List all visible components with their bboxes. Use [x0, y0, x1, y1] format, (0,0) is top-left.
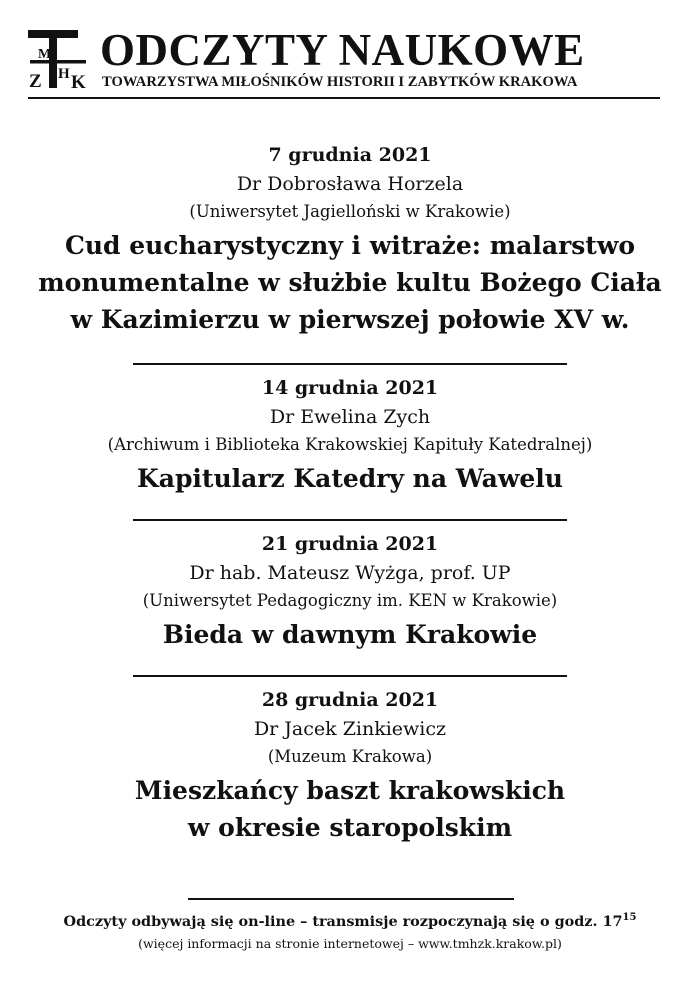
lecture-date: 28 grudnia 2021 [261, 689, 439, 711]
logo-letter-k: K [71, 72, 86, 90]
logo-letter-h: H [58, 66, 70, 82]
footer-schedule-text: Odczyty odbywają się on-line – transmisje rozpoczynają się o godz. 17 [63, 913, 623, 930]
lecture-title [0, 616, 700, 653]
lecture-item [0, 521, 700, 675]
header [28, 26, 660, 96]
lecture-title-line: w okresie staropolskim [187, 813, 513, 842]
lecture-speaker: Dr Dobrosława Horzela [236, 173, 464, 195]
header-divider [28, 97, 660, 99]
lecture-affiliation: (Archiwum i Biblioteka Krakowskiej Kapituły Katedralnej) [107, 435, 593, 454]
lecture-title-line: monumentalne w służbie kultu Bożego Ciała [38, 268, 662, 297]
footer-schedule-note [0, 911, 700, 933]
lecture-speaker: Dr hab. Mateusz Wyżga, prof. UP [189, 562, 511, 584]
lecture-item [0, 140, 700, 363]
lecture-list [0, 140, 700, 846]
footer-time-minutes: 15 [622, 912, 637, 923]
lecture-title-line: Mieszkańcy baszt krakowskich [134, 776, 566, 805]
logo-letter-m: M [38, 47, 52, 62]
lecture-title [0, 460, 700, 497]
lecture-affiliation: (Uniwersytet Pedagogiczny im. KEN w Krakowie) [142, 591, 558, 610]
lecture-affiliation: (Uniwersytet Jagielloński w Krakowie) [189, 202, 511, 221]
lecture-title [0, 772, 700, 846]
page-subtitle: TOWARZYSTWA MIŁOŚNIKÓW HISTORII I ZABYTKÓW KRAKOWA [102, 74, 578, 90]
tmhzk-logo-icon [28, 30, 90, 90]
lecture-speaker: Dr Ewelina Zych [269, 406, 431, 428]
logo-letter-z: Z [29, 71, 42, 90]
lecture-title-line: Cud eucharystyczny i witraże: malarstwo [64, 231, 636, 260]
lecture-date: 21 grudnia 2021 [261, 533, 439, 555]
footer-divider [188, 898, 514, 900]
lecture-title-line: Bieda w dawnym Krakowie [162, 620, 538, 649]
lecture-title-line: w Kazimierzu w pierwszej połowie XV w. [70, 305, 630, 334]
lecture-date: 7 grudnia 2021 [268, 144, 432, 166]
lecture-item [0, 365, 700, 519]
lecture-item [0, 677, 700, 846]
footer-website-note: (więcej informacji na stronie internetowej – www.tmhzk.krakow.pl) [138, 936, 562, 951]
lecture-title [0, 227, 700, 338]
lecture-affiliation: (Muzeum Krakowa) [267, 747, 433, 766]
lecture-title-line: Kapitularz Katedry na Wawelu [137, 464, 563, 493]
page-title: ODCZYTY NAUKOWE [100, 25, 585, 75]
lecture-speaker: Dr Jacek Zinkiewicz [253, 718, 447, 740]
lecture-date: 14 grudnia 2021 [261, 377, 439, 399]
